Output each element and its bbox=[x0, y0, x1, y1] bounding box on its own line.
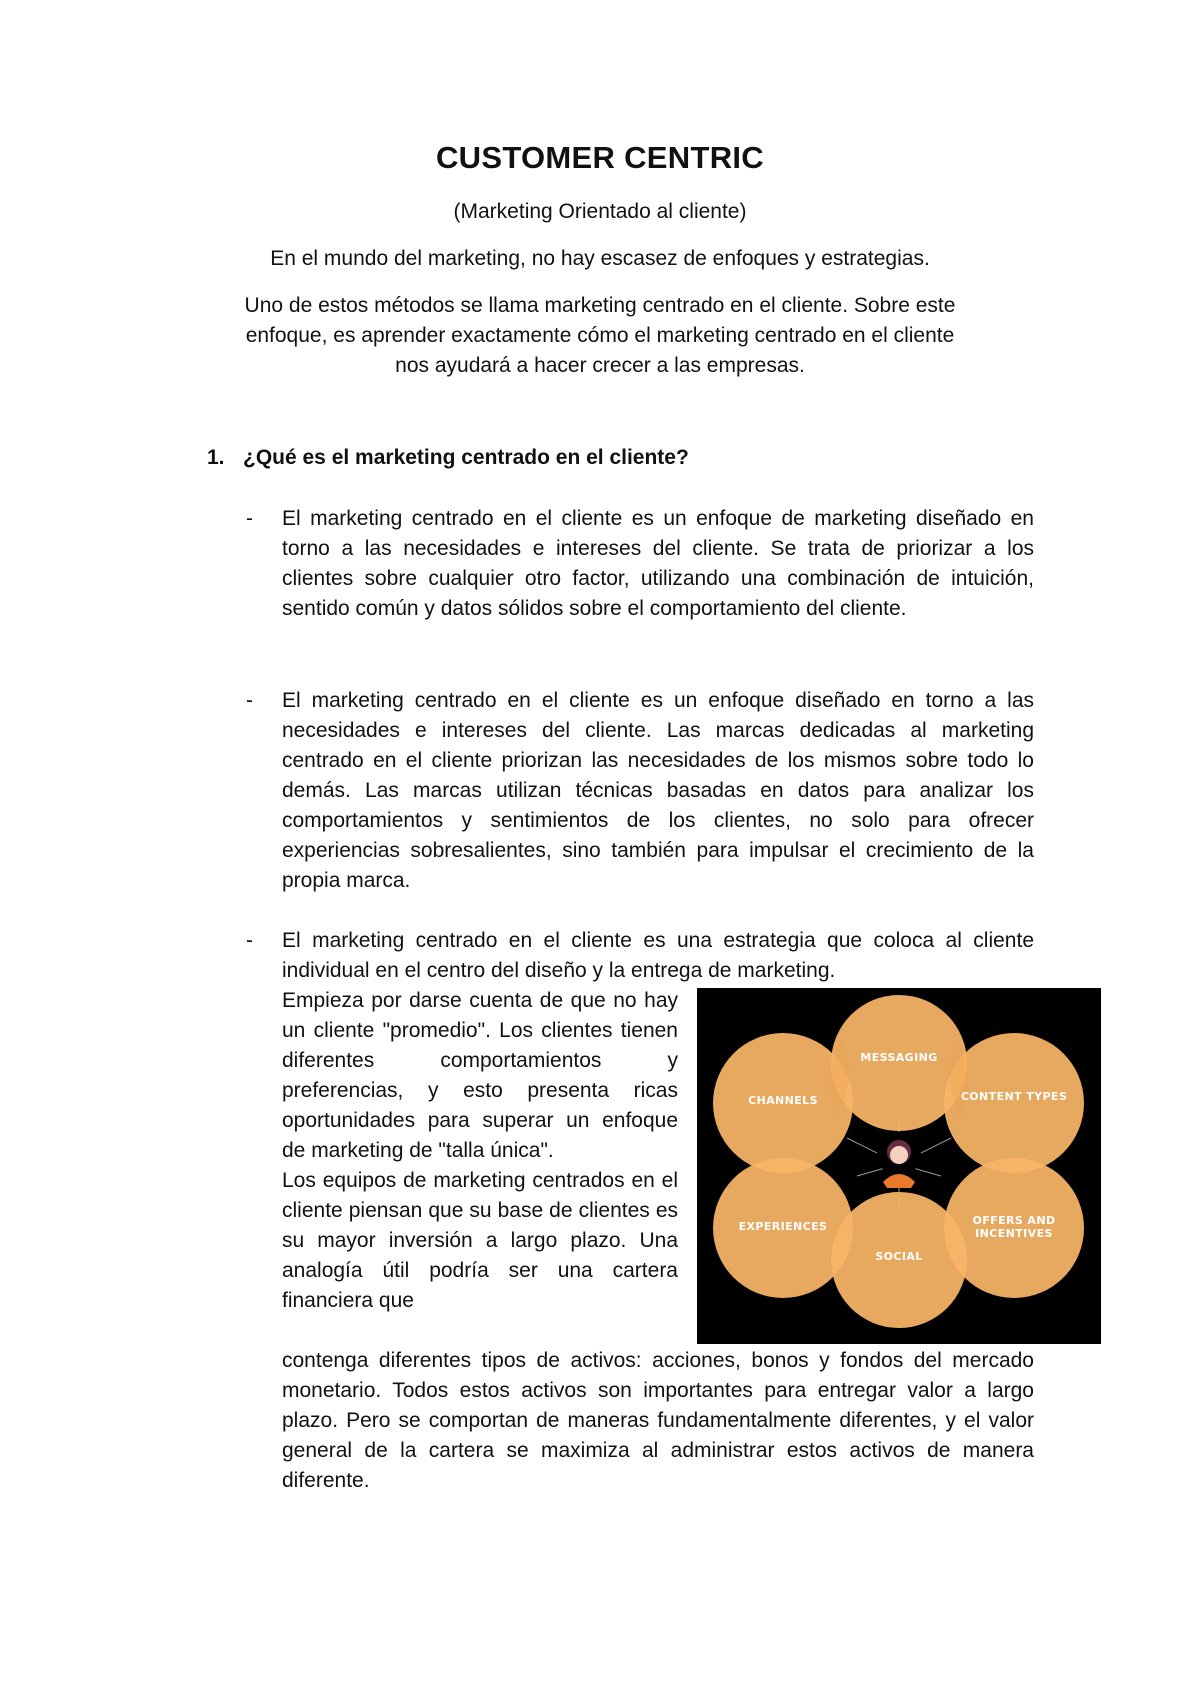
wrapped-text-b: Los equipos de marketing centrados en el cliente piensan que su base de clientes es su mayor inversión a largo plazo. Una analogía útil podría ser una cartera financiera que bbox=[282, 1169, 678, 1312]
bullet-paragraph: El marketing centrado en el cliente es un enfoque diseñado en torno a las necesidades e intereses del cliente. Las marcas dedicadas al marketing centrado en el cliente priorizan las necesidades de los mismos sobre todo lo demás. Las marcas utilizan técnicas basadas en datos para analizar los comportamientos y sentimientos de los clientes, no solo para ofrecer experiencias sobresalientes, sino también para impulsar el crecimiento de la propia marca. bbox=[282, 689, 1034, 892]
intro-paragraph-line: nos ayudará a hacer crecer a las empresas. bbox=[395, 354, 805, 377]
diagram-svg bbox=[697, 988, 1101, 1344]
document-title: CUSTOMER CENTRIC bbox=[435, 140, 764, 175]
label-content-types: CONTENT TYPES bbox=[960, 1090, 1068, 1103]
icon-face bbox=[890, 1146, 908, 1164]
customer-centric-diagram bbox=[697, 988, 1101, 1344]
bullet-marker: - bbox=[246, 689, 253, 712]
intro-line: En el mundo del marketing, no hay escasez de enfoques y estrategias. bbox=[270, 247, 930, 270]
bullet-paragraph: El marketing centrado en el cliente es un enfoque de marketing diseñado en torno a las necesidades e intereses del cliente. Se trata de priorizar a los clientes sobre cualquier otro factor, utilizando una combinación de intuición, sentido común y datos sólidos sobre el comportamiento del cliente. bbox=[282, 507, 1034, 620]
intro-paragraph bbox=[180, 291, 1020, 381]
label-experiences: EXPERIENCES bbox=[738, 1220, 828, 1233]
label-offers-line1: OFFERS AND bbox=[972, 1214, 1056, 1227]
section-heading-text: ¿Qué es el marketing centrado en el cliente? bbox=[243, 446, 689, 469]
intro-paragraph-line: enfoque, es aprender exactamente cómo el marketing centrado en el cliente bbox=[245, 324, 955, 347]
label-offers-line2: INCENTIVES bbox=[975, 1227, 1053, 1240]
bullet-paragraph-wrapped bbox=[282, 986, 678, 1316]
section-heading bbox=[207, 446, 689, 470]
bullet-marker: - bbox=[246, 929, 253, 952]
wrapped-text-a: Empieza por darse cuenta de que no hay un cliente "promedio". Los clientes tienen diferentes comportamientos y preferencias, y esto presenta ricas oportunidades para superar un enfoque de marketing de "talla única". bbox=[282, 989, 678, 1162]
bullet-marker: - bbox=[246, 507, 253, 530]
label-channels: CHANNELS bbox=[748, 1094, 818, 1107]
label-messaging: MESSAGING bbox=[860, 1051, 938, 1064]
bullet-paragraph-top: El marketing centrado en el cliente es una estrategia que coloca al cliente individual en el centro del diseño y la entrega de marketing. bbox=[282, 929, 1034, 982]
intro-paragraph-line: Uno de estos métodos se llama marketing centrado en el cliente. Sobre este bbox=[244, 294, 956, 317]
bullet-paragraph-bottom: contenga diferentes tipos de activos: acciones, bonos y fondos del mercado monetario. Todos estos activos son importantes para entregar valor a largo plazo. Pero se comportan de maneras fundamentalmente diferentes, y el valor general de la cartera se maximiza al administrar estos activos de manera diferente. bbox=[282, 1349, 1034, 1492]
label-social: SOCIAL bbox=[875, 1250, 923, 1263]
document-subtitle: (Marketing Orientado al cliente) bbox=[453, 200, 747, 223]
section-number: 1. bbox=[207, 446, 225, 469]
